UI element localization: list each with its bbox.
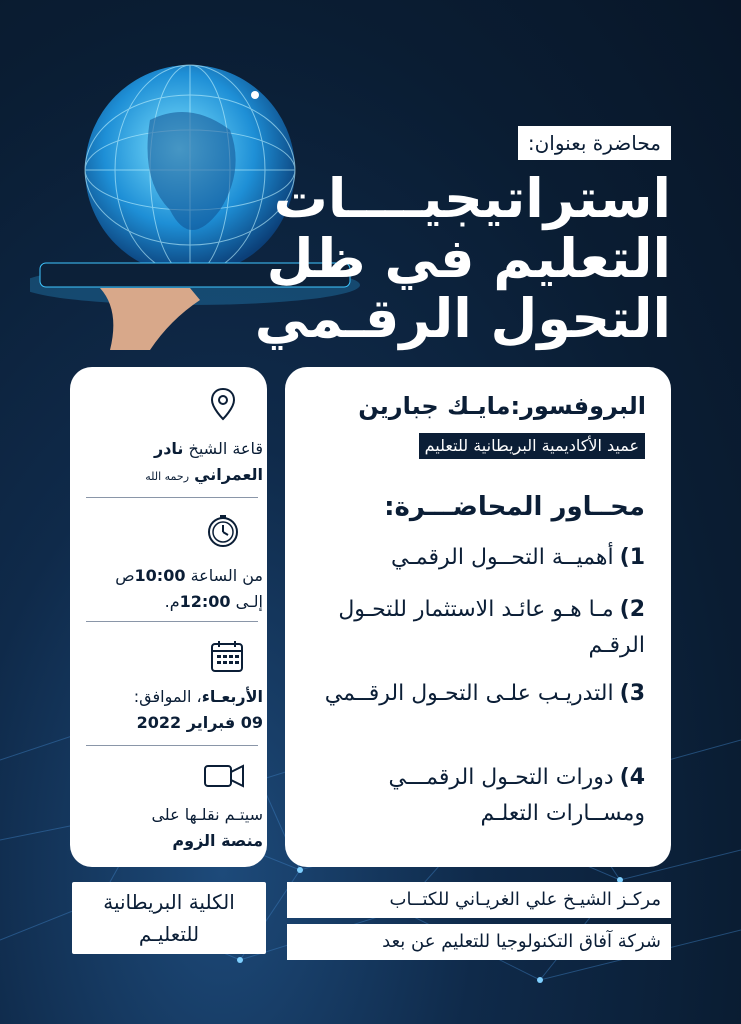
topic-item: [315, 540, 645, 576]
topic-number: 4): [619, 765, 645, 790]
topic-text: مـا هـو عائـد الاستثمار للتحـول الرقـم: [338, 597, 645, 658]
time-start: 10:00: [134, 566, 186, 585]
topics-heading: محــاور المحاضـــرة:: [384, 492, 645, 522]
location-prefix: قاعة الشيخ: [188, 439, 263, 458]
clock-icon: [205, 513, 241, 549]
lecture-subtitle-label: محاضرة بعنوان:: [518, 126, 671, 160]
time-prefix: من الساعة: [190, 566, 263, 585]
stream-text: [91, 802, 263, 854]
divider: [86, 745, 258, 746]
time-end: 12:00: [179, 592, 231, 611]
topic-item: [315, 760, 645, 832]
speaker-position: عميد الأكاديمية البريطانية للتعليم: [419, 433, 645, 459]
date-value: 09 فبراير 2022: [136, 713, 263, 732]
time-text: [91, 563, 263, 615]
stream-prefix: سيتـم نقلـها على: [151, 805, 263, 824]
time-start-unit: ص: [115, 566, 135, 585]
date-text: [91, 684, 263, 736]
topic-item: [315, 592, 645, 664]
video-camera-icon: [203, 758, 245, 794]
lecture-title-line-2: التعليم في ظل: [266, 227, 671, 290]
divider: [86, 497, 258, 498]
date-day: الأربعـاء: [201, 687, 263, 706]
time-end-unit: م.: [164, 592, 180, 611]
topic-text: دورات التحـول الرقمـــي ومســارات التعلـم: [388, 765, 645, 826]
location-text: [91, 436, 263, 490]
british-college-label: الكلية البريطانية للتعليـم: [72, 882, 266, 954]
location-pin-icon: [205, 386, 241, 422]
sponsor-bar-2: شركة آفاق التكنولوجيا للتعليم عن بعد: [287, 924, 671, 960]
date-prefix: ، الموافق:: [133, 687, 202, 706]
divider: [86, 621, 258, 622]
topic-text: أهميــة التحــول الرقمـي: [391, 545, 614, 570]
topic-number: 1): [619, 545, 645, 570]
calendar-icon: [209, 638, 245, 674]
time-connector: إلـى: [235, 592, 263, 611]
sponsor-bar-1: مركـز الشيـخ علي الغريـاني للكتــاب: [287, 882, 671, 918]
lecture-title-line-3: التحول الرقـمي: [254, 287, 671, 350]
lecture-title-line-1: استراتيجيــــات: [273, 167, 671, 230]
topic-number: 3): [619, 681, 645, 706]
topic-number: 2): [619, 597, 645, 622]
location-name: نادر العمراني: [153, 439, 263, 484]
topic-text: التدريـب علـى التحـول الرقــمي: [324, 681, 614, 706]
stream-platform: منصة الزوم: [172, 831, 263, 850]
location-honorific: رحمه الله: [145, 470, 190, 483]
speaker-name: البروفسور:مايـك جبارين: [358, 392, 646, 420]
topic-item: [315, 676, 645, 712]
